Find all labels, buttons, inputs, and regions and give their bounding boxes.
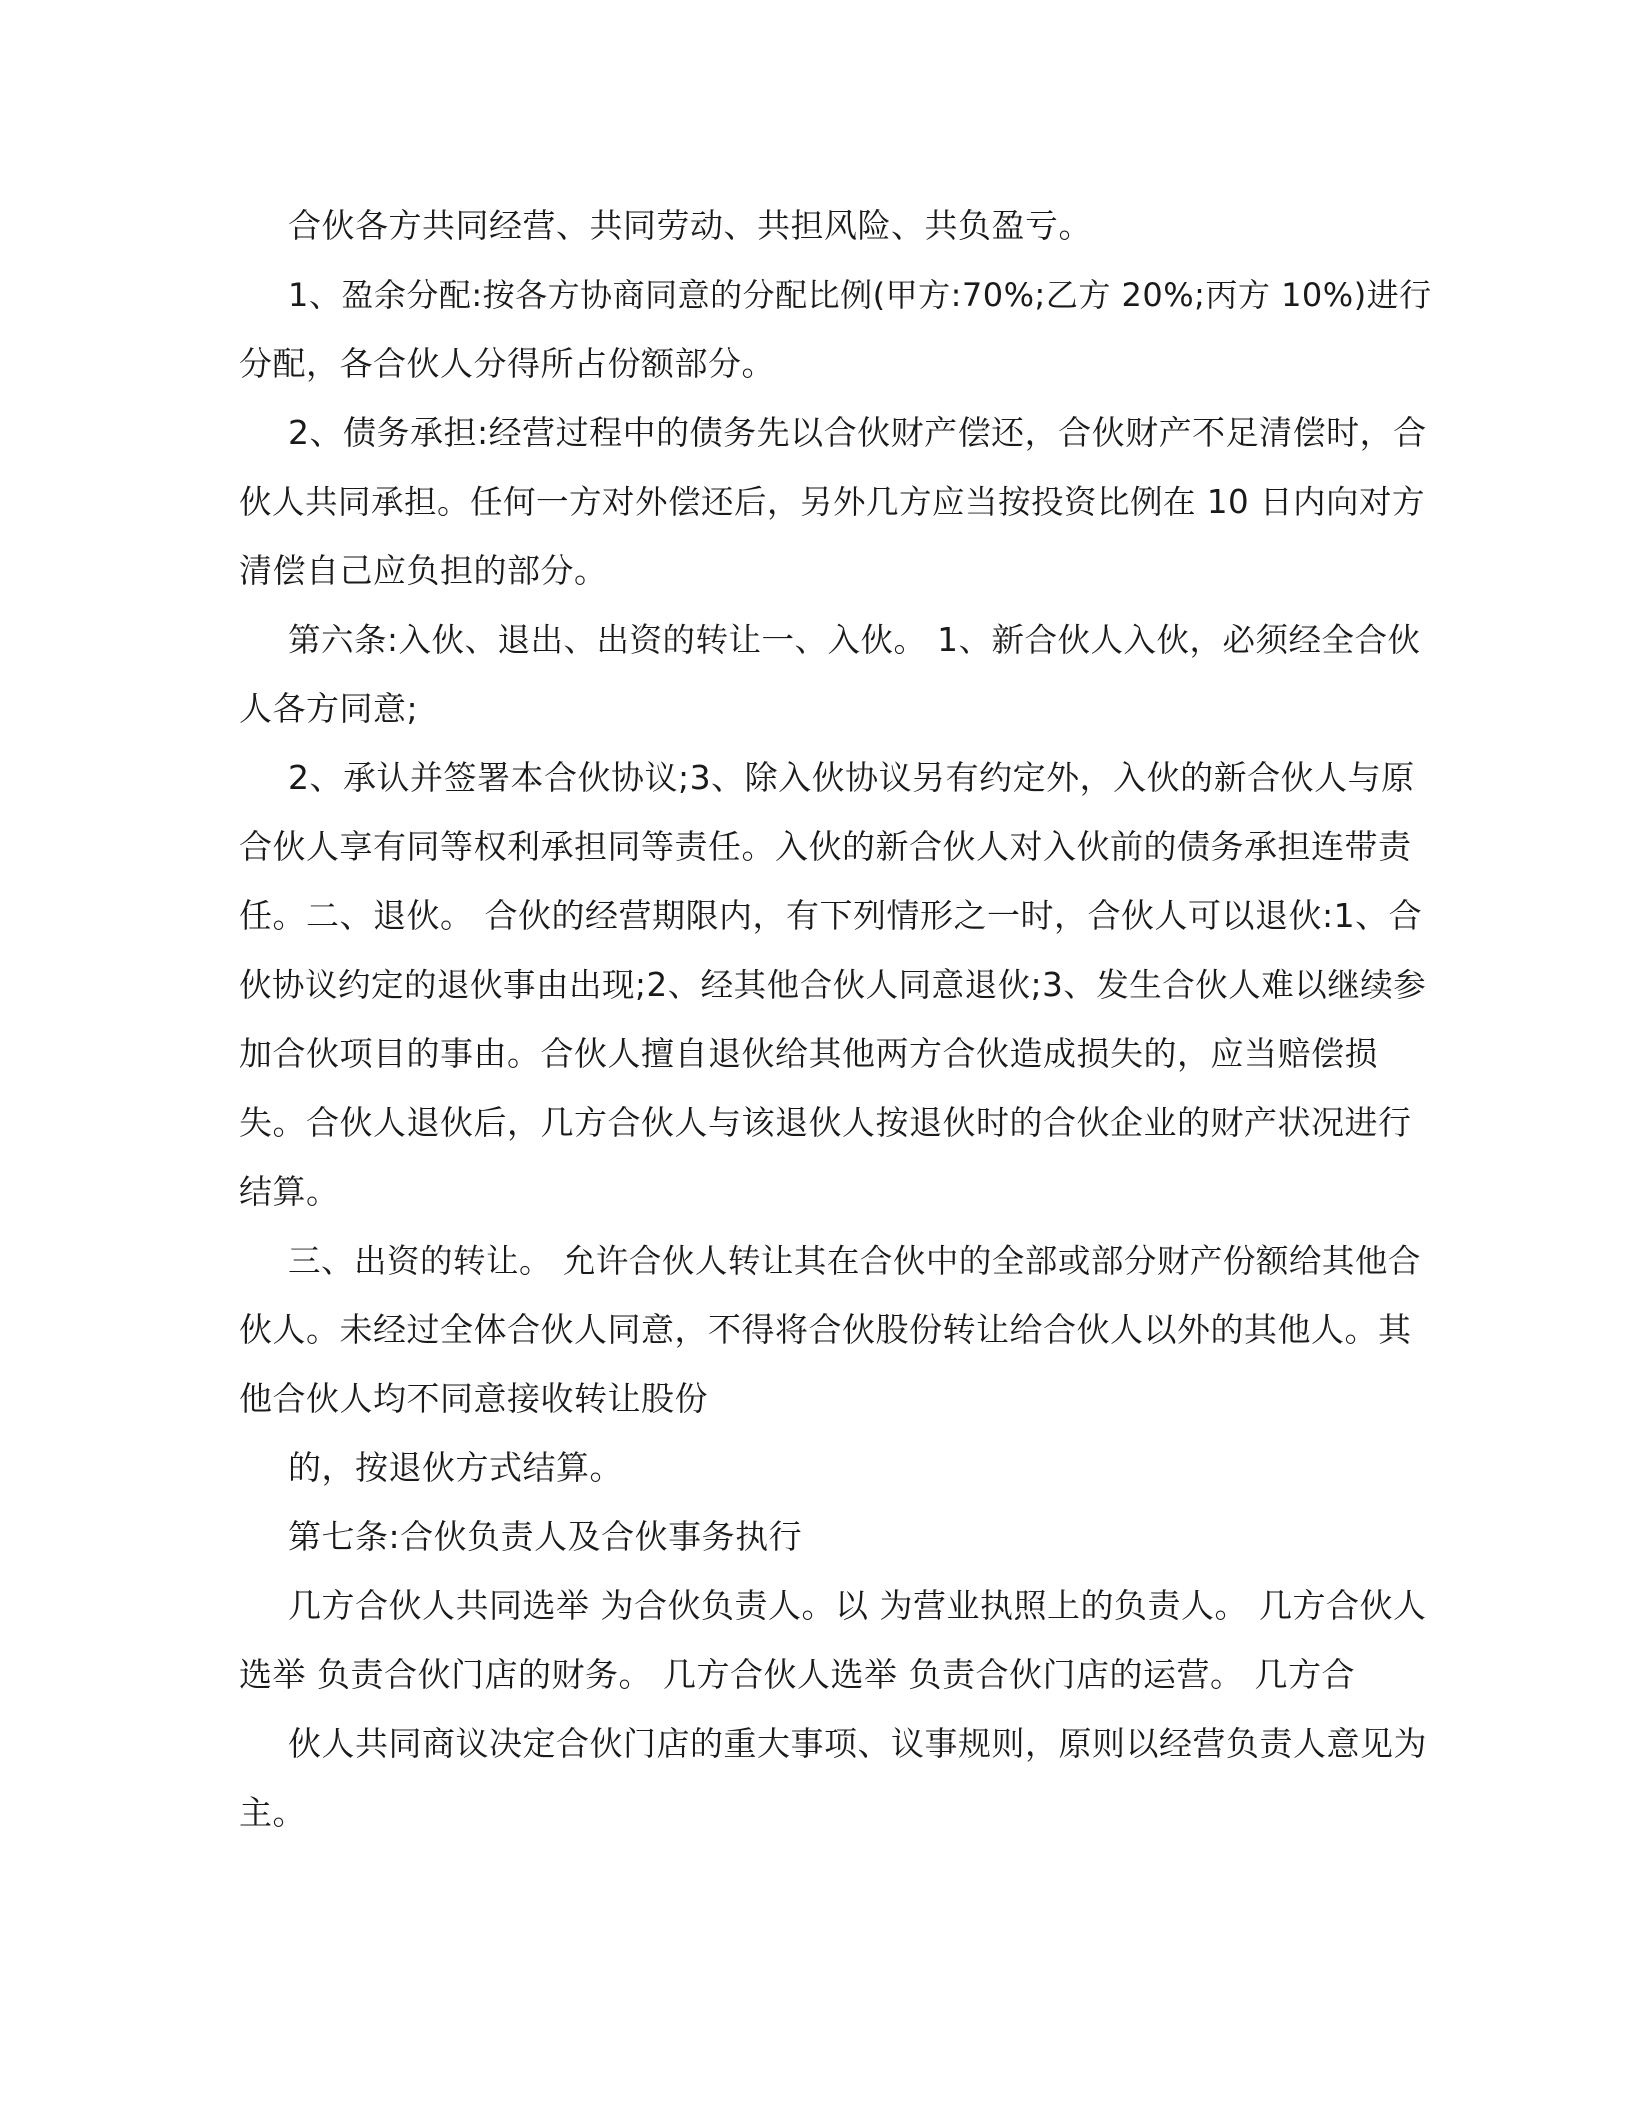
text-line: 三、出资的转让。 允许合伙人转让其在合伙中的全部或部分财产份额给其他合 [288,1242,1421,1280]
text-line: 合伙人享有同等权利承担同等责任。入伙的新合伙人对入伙前的债务承担连带责 [239,827,1412,866]
text-line: 分配，各合伙人分得所占份额部分。 [239,344,775,383]
text-line: 清偿自己应负担的部分。 [239,551,608,590]
text-line: 伙人。未经过全体合伙人同意，不得将合伙股份转让给合伙人以外的其他人。其 [239,1310,1412,1349]
text-line: 伙协议约定的退伙事由出现;2、经其他合伙人同意退伙;3、发生合伙人难以继续参 [239,966,1427,1004]
text-line: 的，按退伙方式结算。 [288,1448,623,1487]
text-line: 人各方同意; [239,689,419,728]
text-line: 第七条:合伙负责人及合伙事务执行 [288,1517,803,1556]
text-line: 他合伙人均不同意接收转让股份 [239,1379,708,1418]
text-line: 第六条:入伙、退出、出资的转让一、入伙。 1、新合伙人入伙，必须经全合伙 [288,621,1421,659]
text-line: 选举 负责合伙门店的财务。 几方合伙人选举 负责合伙门店的运营。 几方合 [239,1655,1355,1694]
text-line: 合伙各方共同经营、共同劳动、共担风险、共负盈亏。 [288,206,1092,245]
text-line: 任。二、退伙。 合伙的经营期限内，有下列情形之一时，合伙人可以退伙:1、合 [239,896,1423,935]
text-line: 2、债务承担:经营过程中的债务先以合伙财产偿还，合伙财产不足清偿时，合 [288,413,1427,452]
text-line: 伙人共同承担。任何一方对外偿还后，另外几方应当按投资比例在 10 日内向对方 [239,483,1426,521]
text-line: 伙人共同商议决定合伙门店的重大事项、议事规则，原则以经营负责人意见为 [288,1724,1427,1763]
text-line: 结算。 [239,1172,340,1211]
text-line: 主。 [239,1793,306,1832]
text-line: 失。合伙人退伙后，几方合伙人与该退伙人按退伙时的合伙企业的财产状况进行 [239,1103,1412,1142]
text-line: 2、承认并签署本合伙协议;3、除入伙协议另有约定外，入伙的新合伙人与原 [288,758,1415,797]
text-line: 加合伙项目的事由。合伙人擅自退伙给其他两方合伙造成损失的，应当赔偿损 [239,1034,1378,1073]
text-line: 几方合伙人共同选举 为合伙负责人。以 为营业执照上的负责人。 几方合伙人 [288,1586,1427,1625]
text-line: 1、盈余分配:按各方协商同意的分配比例(甲方:70%;乙方 20%;丙方 10%)进行 [288,276,1432,314]
